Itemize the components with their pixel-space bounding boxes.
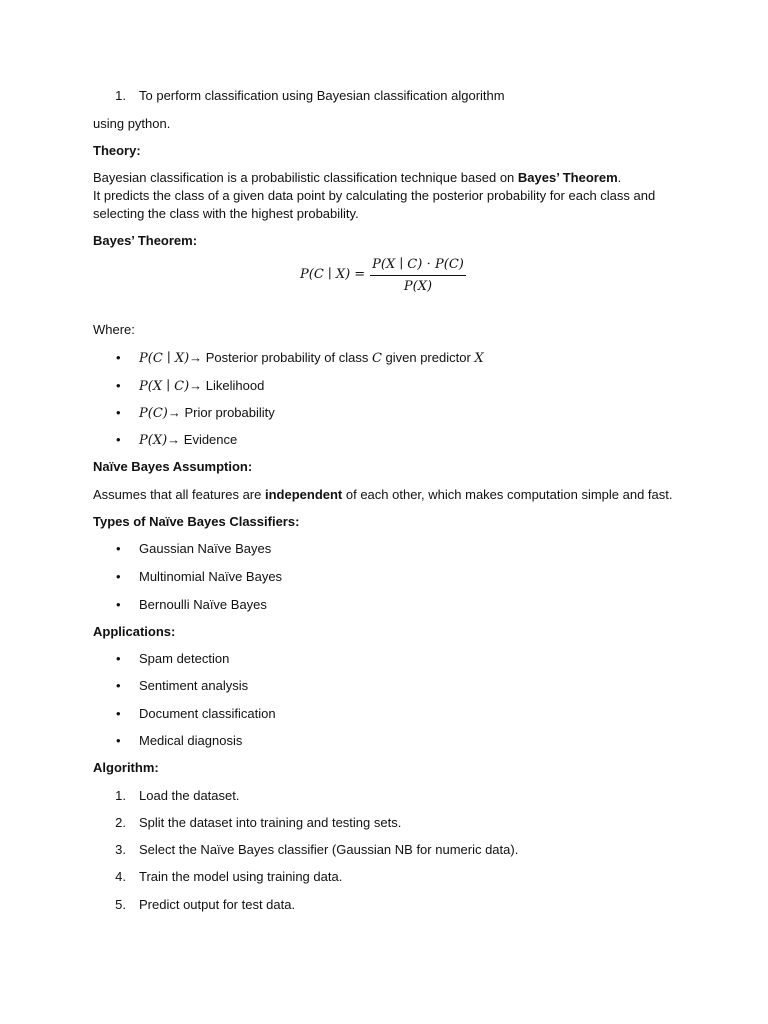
algorithm-step: Select the Naïve Bayes classifier (Gaussian NB for numeric data). bbox=[139, 842, 519, 857]
bullet: • bbox=[116, 733, 121, 748]
types-heading: Types of Naïve Bayes Classifiers: bbox=[93, 514, 300, 529]
assumption-text-start: Assumes that all features are bbox=[93, 487, 265, 502]
assumption-text-end: of each other, which makes computation simple and fast. bbox=[342, 487, 673, 502]
algorithm-step: Train the model using training data. bbox=[139, 869, 343, 884]
math-posterior: P(C ∣ X) bbox=[139, 351, 190, 366]
math-evidence: P(X) bbox=[139, 433, 168, 448]
bullet: • bbox=[116, 378, 121, 393]
where-item-text: → Posterior probability of class bbox=[189, 350, 372, 365]
step-number: 1. bbox=[115, 788, 126, 803]
bullet: • bbox=[116, 432, 121, 447]
assumption-heading: Naïve Bayes Assumption: bbox=[93, 459, 253, 474]
step-number: 5. bbox=[115, 897, 126, 912]
theory-text: Bayesian classification is a probabilistic classification technique based on bbox=[93, 170, 518, 185]
math-var-x: X bbox=[474, 351, 484, 366]
math-prior: P(C) bbox=[139, 406, 168, 421]
application-item-spam: Spam detection bbox=[139, 651, 230, 666]
algorithm-step: Predict output for test data. bbox=[139, 897, 296, 912]
theory-paragraph-line-3: selecting the class with the highest probability. bbox=[93, 206, 359, 221]
theory-heading: Theory: bbox=[93, 143, 141, 158]
formula-lhs: P(C ∣ X) = bbox=[300, 267, 366, 282]
where-item-posterior bbox=[139, 349, 484, 368]
aim-text: To perform classification using Bayesian classification algorithm bbox=[139, 88, 505, 103]
math-var-c: C bbox=[371, 351, 382, 366]
math-likelihood: P(X ∣ C) bbox=[139, 379, 190, 394]
bayes-theorem-heading: Bayes’ Theorem: bbox=[93, 233, 198, 248]
algorithm-step: Load the dataset. bbox=[139, 788, 240, 803]
where-item-evidence bbox=[139, 431, 237, 450]
assumption-text bbox=[93, 486, 673, 504]
bullet: • bbox=[116, 569, 121, 584]
type-item-bernoulli: Bernoulli Naïve Bayes bbox=[139, 597, 267, 612]
bullet: • bbox=[116, 651, 121, 666]
where-item-likelihood bbox=[139, 377, 264, 396]
where-item-text: → Evidence bbox=[167, 432, 238, 447]
applications-heading: Applications: bbox=[93, 624, 176, 639]
theory-paragraph-line-2: It predicts the class of a given data point by calculating the posterior probability for each class and bbox=[93, 188, 656, 203]
algorithm-step: Split the dataset into training and testing sets. bbox=[139, 815, 402, 830]
step-number: 4. bbox=[115, 869, 126, 884]
application-item-medical: Medical diagnosis bbox=[139, 733, 243, 748]
aim-number: 1. bbox=[115, 88, 126, 103]
application-item-sentiment: Sentiment analysis bbox=[139, 678, 249, 693]
formula-fraction bbox=[370, 256, 466, 296]
type-item-multinomial: Multinomial Naïve Bayes bbox=[139, 569, 283, 584]
where-heading: Where: bbox=[93, 322, 135, 337]
bullet: • bbox=[116, 350, 121, 365]
formula-numerator: P(X ∣ C) ⋅ P(C) bbox=[372, 257, 464, 272]
bayes-theorem-bold: Bayes’ Theorem bbox=[517, 170, 618, 185]
type-item-gaussian: Gaussian Naïve Bayes bbox=[139, 541, 272, 556]
aim-text-continued: using python. bbox=[93, 116, 171, 131]
bullet: • bbox=[116, 678, 121, 693]
theory-paragraph-line-1 bbox=[93, 169, 621, 187]
where-item-text: → Prior probability bbox=[167, 405, 275, 420]
algorithm-heading: Algorithm: bbox=[93, 760, 159, 775]
bullet: • bbox=[116, 597, 121, 612]
step-number: 2. bbox=[115, 815, 126, 830]
where-item-text: given predictor bbox=[381, 350, 475, 365]
bullet: • bbox=[116, 405, 121, 420]
formula-denominator: P(X) bbox=[403, 279, 433, 294]
application-item-document: Document classification bbox=[139, 706, 276, 721]
independent-bold: independent bbox=[264, 487, 343, 502]
fraction-bar bbox=[370, 275, 466, 276]
bullet: • bbox=[116, 541, 121, 556]
where-item-text: → Likelihood bbox=[189, 378, 265, 393]
step-number: 3. bbox=[115, 842, 126, 857]
bullet: • bbox=[116, 706, 121, 721]
theory-period: . bbox=[617, 170, 622, 185]
where-item-prior bbox=[139, 404, 275, 423]
